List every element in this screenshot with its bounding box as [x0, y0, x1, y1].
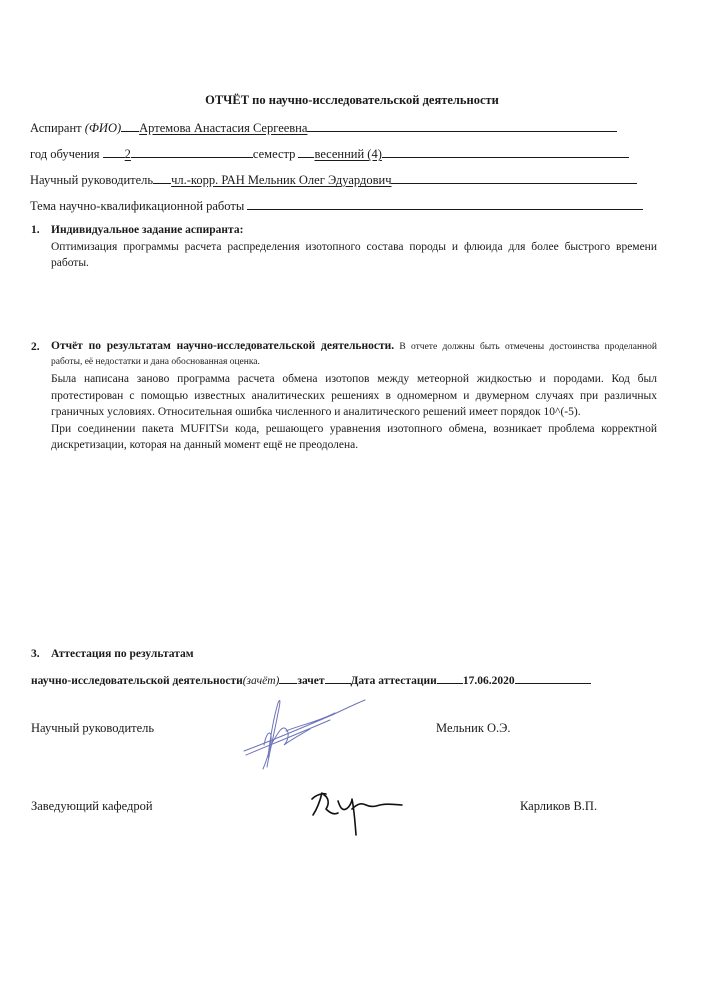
attestation-result: зачет [297, 675, 325, 687]
underline-blank [103, 146, 125, 158]
aspirant-value: Артемова Анастасия Сергеевна [139, 121, 308, 135]
section1-number: 1. [31, 224, 40, 236]
underline-blank [298, 146, 314, 158]
section2 [51, 339, 657, 454]
aspirant-hint: (ФИО) [84, 121, 122, 135]
supervisor-name: Мельник О.Э. [436, 721, 511, 735]
section3-heading: Аттестация по результатам [51, 648, 194, 660]
underline-blank [391, 172, 637, 184]
section2-note: В отчете должны быть отмечены достоинства проделанной работы, её недостатки и дана обоснованная оценка. [51, 342, 657, 367]
topic-label: Тема научно-квалификационной работы [30, 199, 248, 213]
supervisor-signature [240, 695, 370, 775]
document-title: ОТЧЁТ по научно-исследовательской деятельности [205, 93, 499, 107]
underline-blank [515, 672, 591, 684]
underline-blank [382, 146, 629, 158]
underline-blank [121, 120, 139, 132]
supervisor-label: Научный руководитель [30, 173, 154, 187]
attestation-date-label: Дата аттестации [350, 675, 437, 687]
section3-number: 3. [31, 648, 40, 660]
underline-blank [325, 672, 351, 684]
attestation-line [31, 672, 591, 687]
underline-blank [153, 172, 171, 184]
underline-blank [279, 672, 297, 684]
head-signature [308, 785, 408, 840]
underline-blank [307, 120, 617, 132]
attestation-label: научно-исследовательской деятельности [31, 675, 243, 687]
underline-blank [131, 146, 253, 158]
supervisor-line [30, 172, 637, 188]
section1-heading: Индивидуальное задание аспиранта: [51, 224, 244, 236]
semester-label: семестр [252, 147, 299, 161]
section1-text: Оптимизация программы расчета распределения изотопного состава породы и флюида для более быстрого времени работы. [51, 240, 657, 269]
underline-blank [247, 198, 643, 210]
aspirant-line [30, 120, 617, 136]
supervisor-value: чл.-корр. РАН Мельник Олег Эдуардович [171, 173, 392, 187]
year-line [30, 146, 629, 162]
attestation-hint: (зачёт) [242, 675, 280, 687]
year-label: год обучения [30, 147, 103, 161]
topic-line [30, 198, 643, 214]
semester-value: весенний (4) [314, 147, 382, 161]
underline-blank [437, 672, 463, 684]
section2-heading: Отчёт по результатам научно-исследовательской деятельности. [51, 340, 395, 352]
head-name: Карликов В.П. [520, 799, 598, 813]
year-value: 2 [124, 147, 131, 161]
attestation-date: 17.06.2020 [462, 675, 515, 687]
section2-paragraph-1: Была написана заново программа расчета обмена изотопов между метеорной жидкостью и породами. Код был протестирован с помощью известных аналитических решениях в одномерном и двумерном случаях при различных граничных условиях. Относительная ошибка численного и аналитического решений имеет порядок 10^(-5). [51, 373, 657, 418]
supervisor-role: Научный руководитель [31, 721, 155, 735]
section2-number: 2. [31, 341, 40, 353]
section2-paragraph-2: При соединении пакета MUFITSи кода, решающего уравнения изотопного обмена, возникает проблема корректной дискретизации, которая на данный момент ещё не преодолена. [51, 422, 657, 451]
head-role: Заведующий кафедрой [31, 799, 153, 813]
aspirant-label: Аспирант [30, 121, 85, 135]
section1 [51, 222, 657, 272]
